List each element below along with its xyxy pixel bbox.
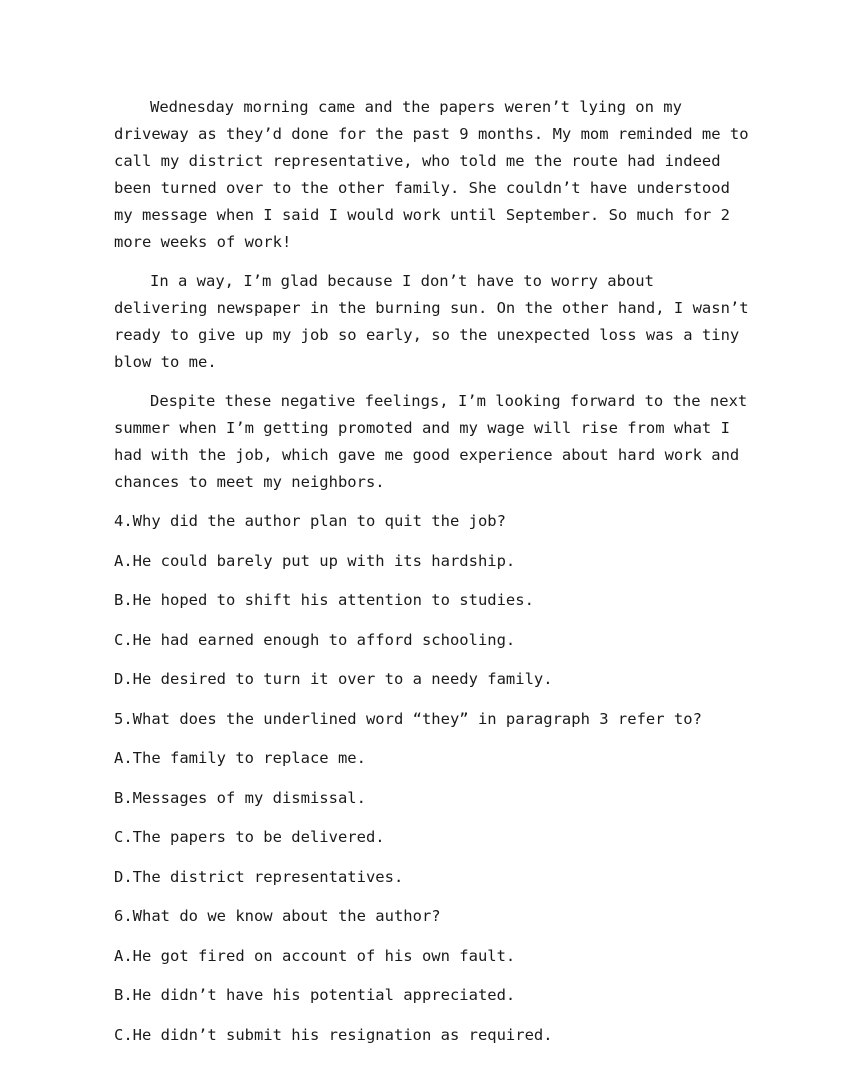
question-5: [114, 706, 754, 904]
option-c: C.He didn’t submit his resignation as required.: [114, 1025, 553, 1044]
question-6: [114, 903, 754, 1061]
option-b: B.He hoped to shift his attention to studies.: [114, 591, 534, 609]
option-a: A.The family to replace me.: [114, 749, 366, 767]
option-d: D.The district representatives.: [114, 867, 404, 886]
option-c: C.He had earned enough to afford schooling.: [114, 630, 516, 649]
question-stem: 5.What does the underlined word “they” in paragraph 3 refer to?: [114, 709, 702, 728]
option-b: B.He didn’t have his potential appreciated.: [114, 986, 516, 1004]
passage-paragraph-1: Wednesday morning came and the papers weren’t lying on my driveway as they’d done for the past 9 months. My mom reminded me to call my district representative, who told me the route had indeed been turned over to the other family. She couldn’t have understood my message when I said I would work until September. So much for 2 more weeks of work!: [114, 98, 758, 251]
option-a: A.He could barely put up with its hardship.: [114, 551, 516, 570]
question-stem: 6.What do we know about the author?: [114, 907, 441, 925]
option-c: C.The papers to be delivered.: [114, 828, 385, 846]
option-a: A.He got fired on account of his own fault.: [114, 946, 516, 965]
question-4: [114, 508, 754, 706]
document-content: [114, 94, 758, 1061]
passage-paragraph-2: In a way, I’m glad because I don’t have to worry about delivering newspaper in the burning sun. On the other hand, I wasn’t ready to give up my job so early, so the unexpected loss was a tiny blow to me.: [114, 272, 758, 371]
option-b: B.Messages of my dismissal.: [114, 788, 366, 807]
passage-paragraph-3: Despite these negative feelings, I’m looking forward to the next summer when I’m getting promoted and my wage will rise from what I had with the job, which gave me good experience about hard work and chances to meet my neighbors.: [114, 392, 757, 491]
option-d: D.He desired to turn it over to a needy family.: [114, 670, 553, 688]
question-stem: 4.Why did the author plan to quit the job?: [114, 512, 506, 530]
